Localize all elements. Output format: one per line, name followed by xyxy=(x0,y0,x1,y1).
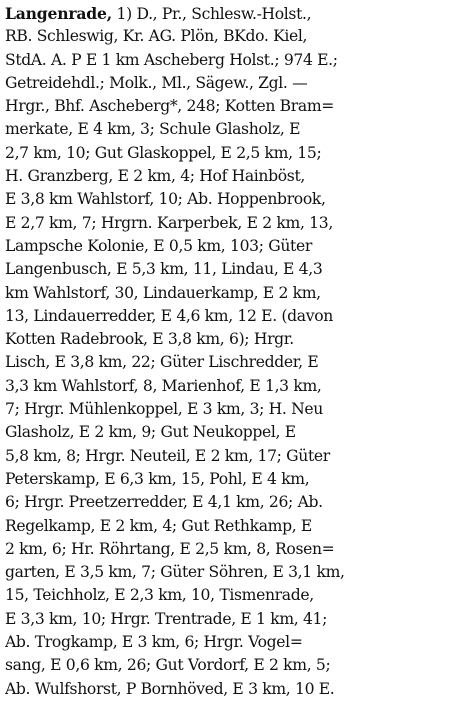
entry-line: 15, Teichholz, E 2,3 km, 10, Tismenrade, xyxy=(5,586,314,605)
entry-line: E 3,3 km, 10; Hrgr. Trentrade, E 1 km, 41; xyxy=(5,609,328,628)
entry-line: 2,7 km, 10; Gut Glaskoppel, E 2,5 km, 15; xyxy=(5,143,322,162)
entry-line: StdA. A. P E 1 km Ascheberg Holst.; 974 E.; xyxy=(5,50,338,69)
gazetteer-entry-langenrade xyxy=(5,2,457,701)
entry-line: Getreidehdl.; Molk., Ml., Sägew., Zgl. — xyxy=(5,73,308,92)
entry-line: Ab. Trogkamp, E 3 km, 6; Hrgr. Vogel= xyxy=(5,633,303,652)
entry-line: Lampsche Kolonie, E 0,5 km, 103; Güter xyxy=(5,236,312,255)
entry-line: Hrgr., Bhf. Ascheberg*, 248; Kotten Bram= xyxy=(5,97,334,116)
entry-line: sang, E 0,6 km, 26; Gut Vordorf, E 2 km, 5; xyxy=(5,656,331,675)
entry-line-text: 1) D., Pr., Schlesw.-Holst., xyxy=(111,5,312,23)
entry-line: H. Granzberg, E 2 km, 4; Hof Hainböst, xyxy=(5,167,305,186)
entry-line: 6; Hrgr. Preetzerredder, E 4,1 km, 26; Ab. xyxy=(5,493,323,512)
entry-line: 5,8 km, 8; Hrgr. Neuteil, E 2 km, 17; Güter xyxy=(5,446,330,465)
entry-line: Lisch, E 3,8 km, 22; Güter Lischredder, E xyxy=(5,353,319,372)
entry-line: Ab. Wulfshorst, P Bornhöved, E 3 km, 10 E. xyxy=(5,679,335,698)
entry-line: km Wahlstorf, 30, Lindauerkamp, E 2 km, xyxy=(5,283,321,302)
entry-line: Regelkamp, E 2 km, 4; Gut Rethkamp, E xyxy=(5,516,312,535)
entry-line: RB. Schleswig, Kr. AG. Plön, BKdo. Kiel, xyxy=(5,27,308,46)
entry-line: 13, Lindauerredder, E 4,6 km, 12 E. (davon xyxy=(5,306,333,325)
entry-line: E 3,8 km Wahlstorf, 10; Ab. Hoppenbrook, xyxy=(5,190,326,209)
entry-line: Glasholz, E 2 km, 9; Gut Neukoppel, E xyxy=(5,423,296,442)
entry-line: Langenbusch, E 5,3 km, 11, Lindau, E 4,3 xyxy=(5,260,323,279)
entry-line: 3,3 km Wahlstorf, 8, Marienhof, E 1,3 km, xyxy=(5,376,322,395)
entry-headword: Langenrade, xyxy=(5,4,112,23)
entry-line xyxy=(5,2,457,25)
entry-line: Kotten Radebrook, E 3,8 km, 6); Hrgr. xyxy=(5,330,294,349)
entry-line: E 2,7 km, 7; Hrgrn. Karperbek, E 2 km, 13, xyxy=(5,213,333,232)
entry-line: 7; Hrgr. Mühlenkoppel, E 3 km, 3; H. Neu xyxy=(5,400,323,419)
entry-line: 2 km, 6; Hr. Röhrtang, E 2,5 km, 8, Rosen= xyxy=(5,539,335,558)
entry-line: merkate, E 4 km, 3; Schule Glasholz, E xyxy=(5,120,301,139)
entry-line: garten, E 3,5 km, 7; Güter Söhren, E 3,1 km, xyxy=(5,563,345,582)
entry-line: Peterskamp, E 6,3 km, 15, Pohl, E 4 km, xyxy=(5,469,310,488)
